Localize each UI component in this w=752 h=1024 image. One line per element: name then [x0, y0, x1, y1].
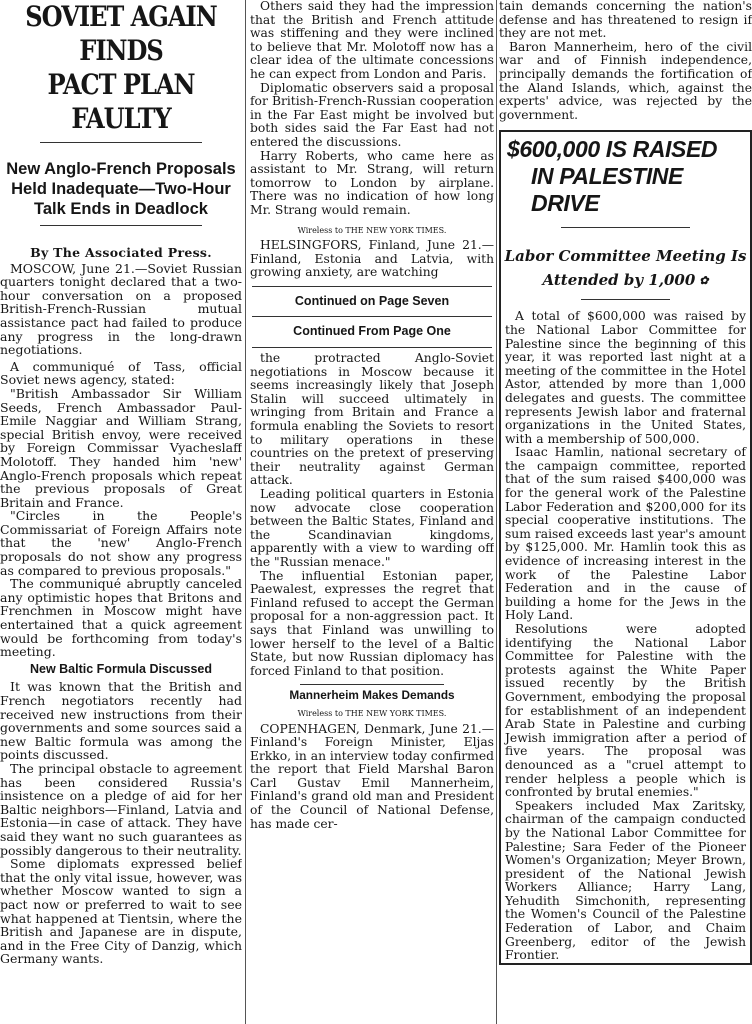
- ink-blot-icon: ✿: [699, 274, 709, 288]
- paragraph: "British Ambassador Sir William Seeds, French Ambassador Paul-Emile Naggiar and William Strang, special British envoy, were received by Foreign Commissar Vyacheslaff Molotoff. They handed him 'new' Anglo-French proposals which repeat the previous proposals of Great Britain and France.: [0, 385, 242, 510]
- paragraph: COPENHAGEN, Denmark, June 21.—Finland's Foreign Minister, Eljas Erkko, in an interview today confirmed the report that Field Marshal Baron Carl Gustav Emil Mannerheim, Finland's grand old man and President of the Council of National Defense, has made cer-: [250, 721, 494, 831]
- paragraph: The principal obstacle to agreement has been considered Russia's insistence on a pledge of aid for her Baltic neighbors—Finland, Latvia and Estonia—in case of attack. They have said they want no such guarantees as possibly dangerous to their neutrality.: [0, 760, 242, 858]
- paragraph: MOSCOW, June 21.—Soviet Russian quarters tonight declared that a two-hour conversation on a proposed British-French-Russian mutual assistance pact had failed to produce any progress in the long-drawn negotiations.: [0, 260, 242, 358]
- deck-line: Attended by 1,000: [542, 271, 696, 290]
- paragraph: HELSINGFORS, Finland, June 21.—Finland, Estonia and Latvia, with growing anxiety, are watching: [250, 238, 494, 280]
- paragraph: Resolutions were adopted identifying the National Labor Committee for Palestine with the protests against the White Paper issued recently by the British Government, embodying the proposal for establishment of an independent Arab State in Palestine and curbing Jewish immigration after a period of five years. The proposal was denounced as a "cruel attempt to render helpless a people which is confronted by brutal enemies.": [505, 622, 746, 800]
- continued-from-label: Continued From Page One: [252, 316, 492, 347]
- headline-box: [499, 130, 752, 965]
- divider: [40, 225, 202, 226]
- deck-line: Labor Committee Meeting Is: [504, 247, 747, 266]
- headline: [507, 136, 746, 217]
- paragraph: Harry Roberts, who came here as assistant to Mr. Strang, will return tomorrow to London by airplane. There was no indication of how long Mr. Strang would remain.: [250, 148, 494, 217]
- headline-line: PACT PLAN FAULTY: [47, 68, 195, 135]
- deck-line: Talk Ends in Deadlock: [34, 200, 208, 218]
- paragraph: tain demands concerning the nation's defense and has threatened to resign if they are not met.: [499, 0, 752, 41]
- divider: [40, 142, 202, 143]
- headline-line: IN PALESTINE DRIVE: [531, 163, 683, 217]
- deck-line: Held Inadequate—Two-Hour: [11, 180, 231, 198]
- subhead: Mannerheim Makes Demands: [289, 688, 455, 703]
- wire-credit: Wireless to THE NEW YORK TIMES.: [297, 708, 447, 718]
- divider: [581, 299, 670, 300]
- paragraph: It was known that the British and French negotiators recently had received new instructions from their governments and some sources said a new Baltic formula was among the points discussed.: [0, 679, 242, 763]
- right-column: [499, 0, 752, 1024]
- paragraph: A communiqué of Tass, official Soviet news agency, stated:: [0, 358, 242, 388]
- paragraph: Baron Mannerheim, hero of the civil war and of Finnish independence, principally demands the fortification of the Aland Islands, which, against the experts' advice, was rejected by the government.: [499, 39, 752, 122]
- paragraph: Leading political quarters in Estonia now advocate close cooperation between the Baltic States, Finland and the Scandinavian kingdoms, apparently with a view to warding off the "Russian menace.": [250, 487, 494, 569]
- paragraph: A total of $600,000 was raised by the National Labor Committee for Palestine since the beginning of this year, it was reported last night at a meeting of the committee in the Hotel Astor, attended by more than 1,000 delegates and guests. The committee represents Jewish labor and fraternal organizations in the United States, with a membership of 500,000.: [505, 309, 746, 446]
- paragraph: the protracted Anglo-Soviet negotiations in Moscow because it seems increasingly likely that Joseph Stalin will succeed ultimately in wringing from Britain and France a formula enabling the Soviets to resort to military operations in these countries on the pretext of preserving their neutrality against German attack.: [250, 351, 494, 488]
- headline-line: $600,000 IS RAISED: [507, 136, 718, 163]
- deck: [501, 244, 750, 293]
- deck-line: New Anglo-French Proposals: [6, 160, 236, 178]
- continuation-box: [252, 286, 492, 348]
- paragraph: Others said they had the impression that the British and French attitude was stiffening and they were inclined to believe that Mr. Molotoff now has a clear idea of the ultimate concessions he can expect from London and Paris.: [250, 0, 494, 81]
- divider: [561, 227, 690, 228]
- column-rule: [496, 0, 497, 1024]
- article-body: [501, 310, 750, 963]
- paragraph: The communiqué abruptly canceled any optimistic hopes that Britons and Frenchmen in Moscow might have entertained that a quick agreement would be forthcoming from today's meeting.: [0, 576, 242, 660]
- paragraph: Some diplomats expressed belief that the only vital issue, however, was whether Moscow wanted to sign a pact now or preferred to wait to see what happened at Tientsin, where the British and Japanese are in dispute, and in the Free City of Danzig, which Germany wants.: [0, 856, 242, 967]
- continued-on-label: Continued on Page Seven: [294, 293, 450, 308]
- paragraph: The influential Estonian paper, Paewalest, expresses the regret that Finland refused to accept the German proposal for a non-aggression pact. It says that Finland was unwilling to lower herself to the level of a Baltic State, but now Russian diplomacy has forced Finland to that position.: [250, 568, 494, 678]
- deck: [0, 159, 242, 219]
- paragraph: Isaac Hamlin, national secretary of the campaign committee, reported that of the sum raised $400,000 was for the general work of the Palestine Labor Federation and $200,000 for its special cooperative institutions. The sum raised exceeds last year's amount by $125,000. Mr. Hamlin took this as evidence of increasing interest in the work of the Palestine Labor Federation and in the cause of building a home for the Jews in the Holy Land.: [505, 445, 746, 623]
- byline: By The Associated Press.: [30, 245, 212, 260]
- left-column: [0, 0, 242, 1024]
- divider: [300, 684, 444, 685]
- paragraph: "Circles in the People's Commissariat of Foreign Affairs note that the 'new' Anglo-French proposals do not show any progress as compared to previous proposals.": [0, 508, 242, 578]
- paragraph: Speakers included Max Zaritsky, chairman of the campaign conducted by the National Labor Committee for Palestine; Sara Feder of the Pioneer Women's Organization; Meyer Brown, president of the National Jewish Workers Alliance; Harry Lang, Yehudith Simchonith, representing the Women's Council of the Palestine Federation of Labor, and Chaim Greenberg, editor of the Jewish Frontier.: [505, 798, 746, 963]
- headline-line: SOVIET AGAIN FINDS: [25, 0, 217, 67]
- middle-column: [250, 0, 494, 1024]
- column-rule: [245, 0, 246, 1024]
- paragraph: Diplomatic observers said a proposal for British-French-Russian cooperation in the Far East might be involved but both sides said the Far East had not entered the discussions.: [250, 80, 494, 149]
- wire-credit: Wireless to THE NEW YORK TIMES.: [297, 225, 447, 235]
- headline: [7, 0, 236, 136]
- subhead: New Baltic Formula Discussed: [29, 661, 212, 676]
